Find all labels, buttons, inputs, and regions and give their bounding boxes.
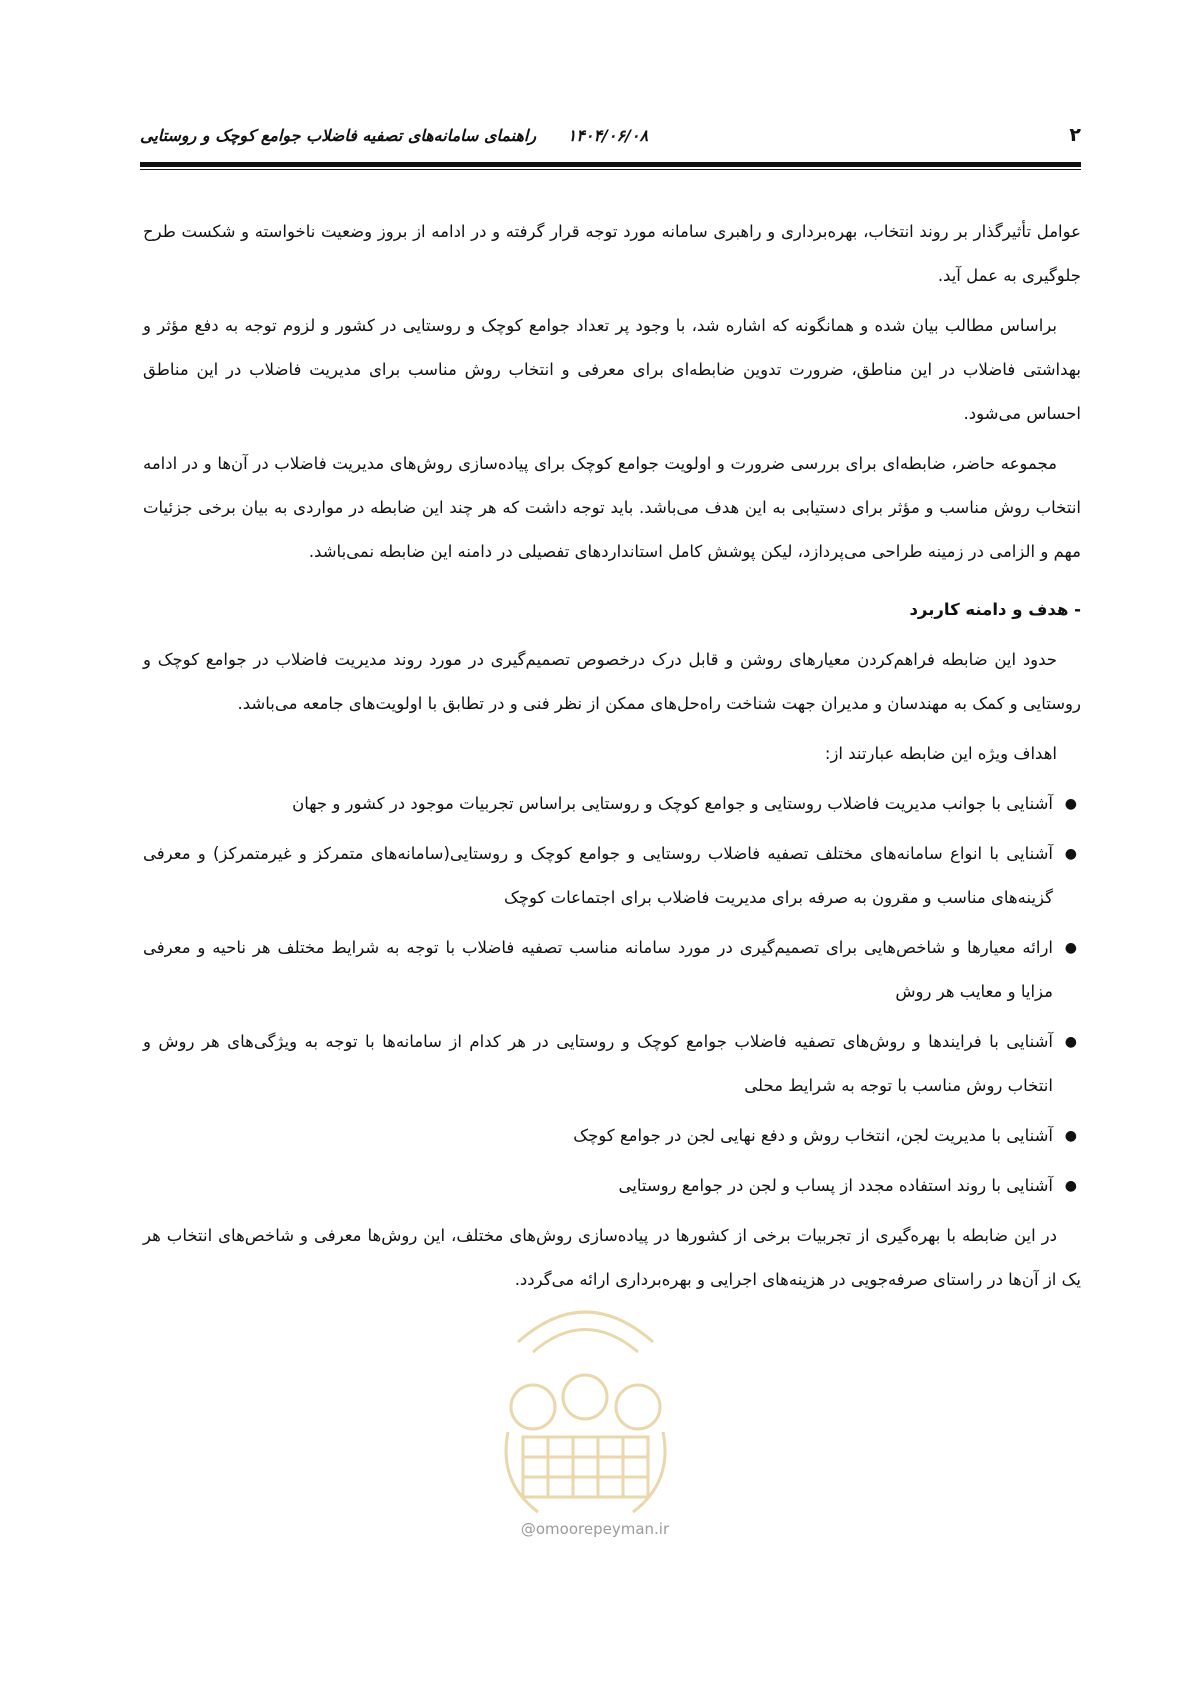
paragraph-1: عوامل تأثیرگذار بر روند انتخاب، بهره‌برداری و راهبری سامانه مورد توجه قرار گرفته و در ادامه از بروز وضعیت ناخواسته و شکست طرح جلوگیری به عمل آید. [143, 222, 1081, 285]
bullet-icon: ● [1064, 1128, 1077, 1144]
list-item [143, 1164, 1077, 1208]
list-item-text: آشنایی با جوانب مدیریت فاضلاب روستایی و جوامع کوچک و روستایی براساس تجربیات موجود در کشور و جهان [292, 794, 1053, 813]
bullet-icon: ● [1064, 846, 1077, 862]
list-item-text: آشنایی با انواع سامانه‌های مختلف تصفیه فاضلاب روستایی و جوامع کوچک و روستایی(سامانه‌های متمرکز و غیرمتمرکز) و معرفی گزینه‌های مناسب و مقرون به صرفه برای مدیریت فاضلاب برای اجتماعات کوچک [143, 844, 1053, 907]
page-body [143, 210, 1081, 1308]
list-item [143, 1020, 1077, 1108]
header-rule-thick [140, 162, 1081, 167]
watermark-url: @omoorepeyman.ir [520, 1520, 670, 1538]
watermark-seal-icon [478, 1282, 693, 1522]
goals-intro: اهداف ویژه این ضابطه عبارتند از: [824, 744, 1057, 763]
list-item-text: آشنایی با مدیریت لجن، انتخاب روش و دفع نهایی لجن در جوامع کوچک [573, 1126, 1053, 1145]
bullet-icon: ● [1064, 1178, 1077, 1194]
paragraph-4: حدود این ضابطه فراهم‌کردن معیارهای روشن و قابل درک درخصوص تصمیم‌گیری در مورد روند مدیریت فاضلاب در جوامع کوچک و روستایی و کمک به مهندسان و مدیران جهت شناخت راه‌حل‌های ممکن از نظر فنی و در تطابق با اولویت‌های جامعه می‌باشد. [143, 650, 1081, 713]
bullet-icon: ● [1064, 940, 1077, 956]
list-item-text: ارائه معیارها و شاخص‌هایی برای تصمیم‌گیری در مورد سامانه مناسب تصفیه فاضلاب با توجه به شرایط مختلف هر ناحیه و معرفی مزایا و معایب هر روش [143, 938, 1053, 1001]
list-item-text: آشنایی با فرایندها و روش‌های تصفیه فاضلاب جوامع کوچک و روستایی در هر کدام از سامانه‌ها با توجه به ویژگی‌های هر روش و انتخاب روش مناسب با توجه به شرایط محلی [143, 1032, 1053, 1095]
header-date: ۱۴۰۴/۰۶/۰۸ [567, 126, 649, 145]
paragraph-2: براساس مطالب بیان شده و همانگونه که اشاره شد، با وجود پر تعداد جوامع کوچک و روستایی در کشور و لزوم توجه به دفع مؤثر و بهداشتی فاضلاب در این مناطق، ضرورت تدوین ضابطه‌ای برای معرفی و انتخاب روش مناسب برای مدیریت فاضلاب در این مناطق احساس می‌شود. [143, 316, 1081, 423]
header-title: راهنمای سامانه‌های تصفیه فاضلاب جوامع کوچک و روستایی [140, 126, 537, 145]
bullet-icon: ● [1064, 796, 1077, 812]
header-title-group [140, 126, 648, 145]
section-heading: - هدف و دامنه کاربرد [909, 600, 1081, 619]
goals-list [143, 782, 1081, 1208]
list-item [143, 1114, 1077, 1158]
list-item-text: آشنایی با روند استفاده مجدد از پساب و لجن در جوامع روستایی [618, 1176, 1053, 1195]
list-item [143, 926, 1077, 1014]
header-rule-thin [140, 169, 1081, 170]
paragraph-5: در این ضابطه با بهره‌گیری از تجربیات برخی از کشورها در پیاده‌سازی روش‌های مختلف، این روش‌ها معرفی و شاخص‌های انتخاب هر یک از آن‌ها در راستای صرفه‌جویی در هزینه‌های اجرایی و بهره‌برداری ارائه می‌گردد. [143, 1226, 1081, 1289]
list-item [143, 782, 1077, 826]
paragraph-3: مجموعه حاضر، ضابطه‌ای برای بررسی ضرورت و اولویت جوامع کوچک برای پیاده‌سازی روش‌های مدیریت فاضلاب در آن‌ها و در ادامه انتخاب روش مناسب و مؤثر برای دستیابی به این هدف می‌باشد. باید توجه داشت که هر چند این ضابطه در مواردی به بیان برخی جزئیات مهم و الزامی در زمینه طراحی می‌پردازد، لیکن پوشش کامل استانداردهای تفصیلی در دامنه این ضابطه نمی‌باشد. [143, 454, 1081, 561]
page-number: ۲ [1069, 124, 1081, 146]
page-header [140, 122, 1081, 156]
list-item [143, 832, 1077, 920]
bullet-icon: ● [1064, 1034, 1077, 1050]
